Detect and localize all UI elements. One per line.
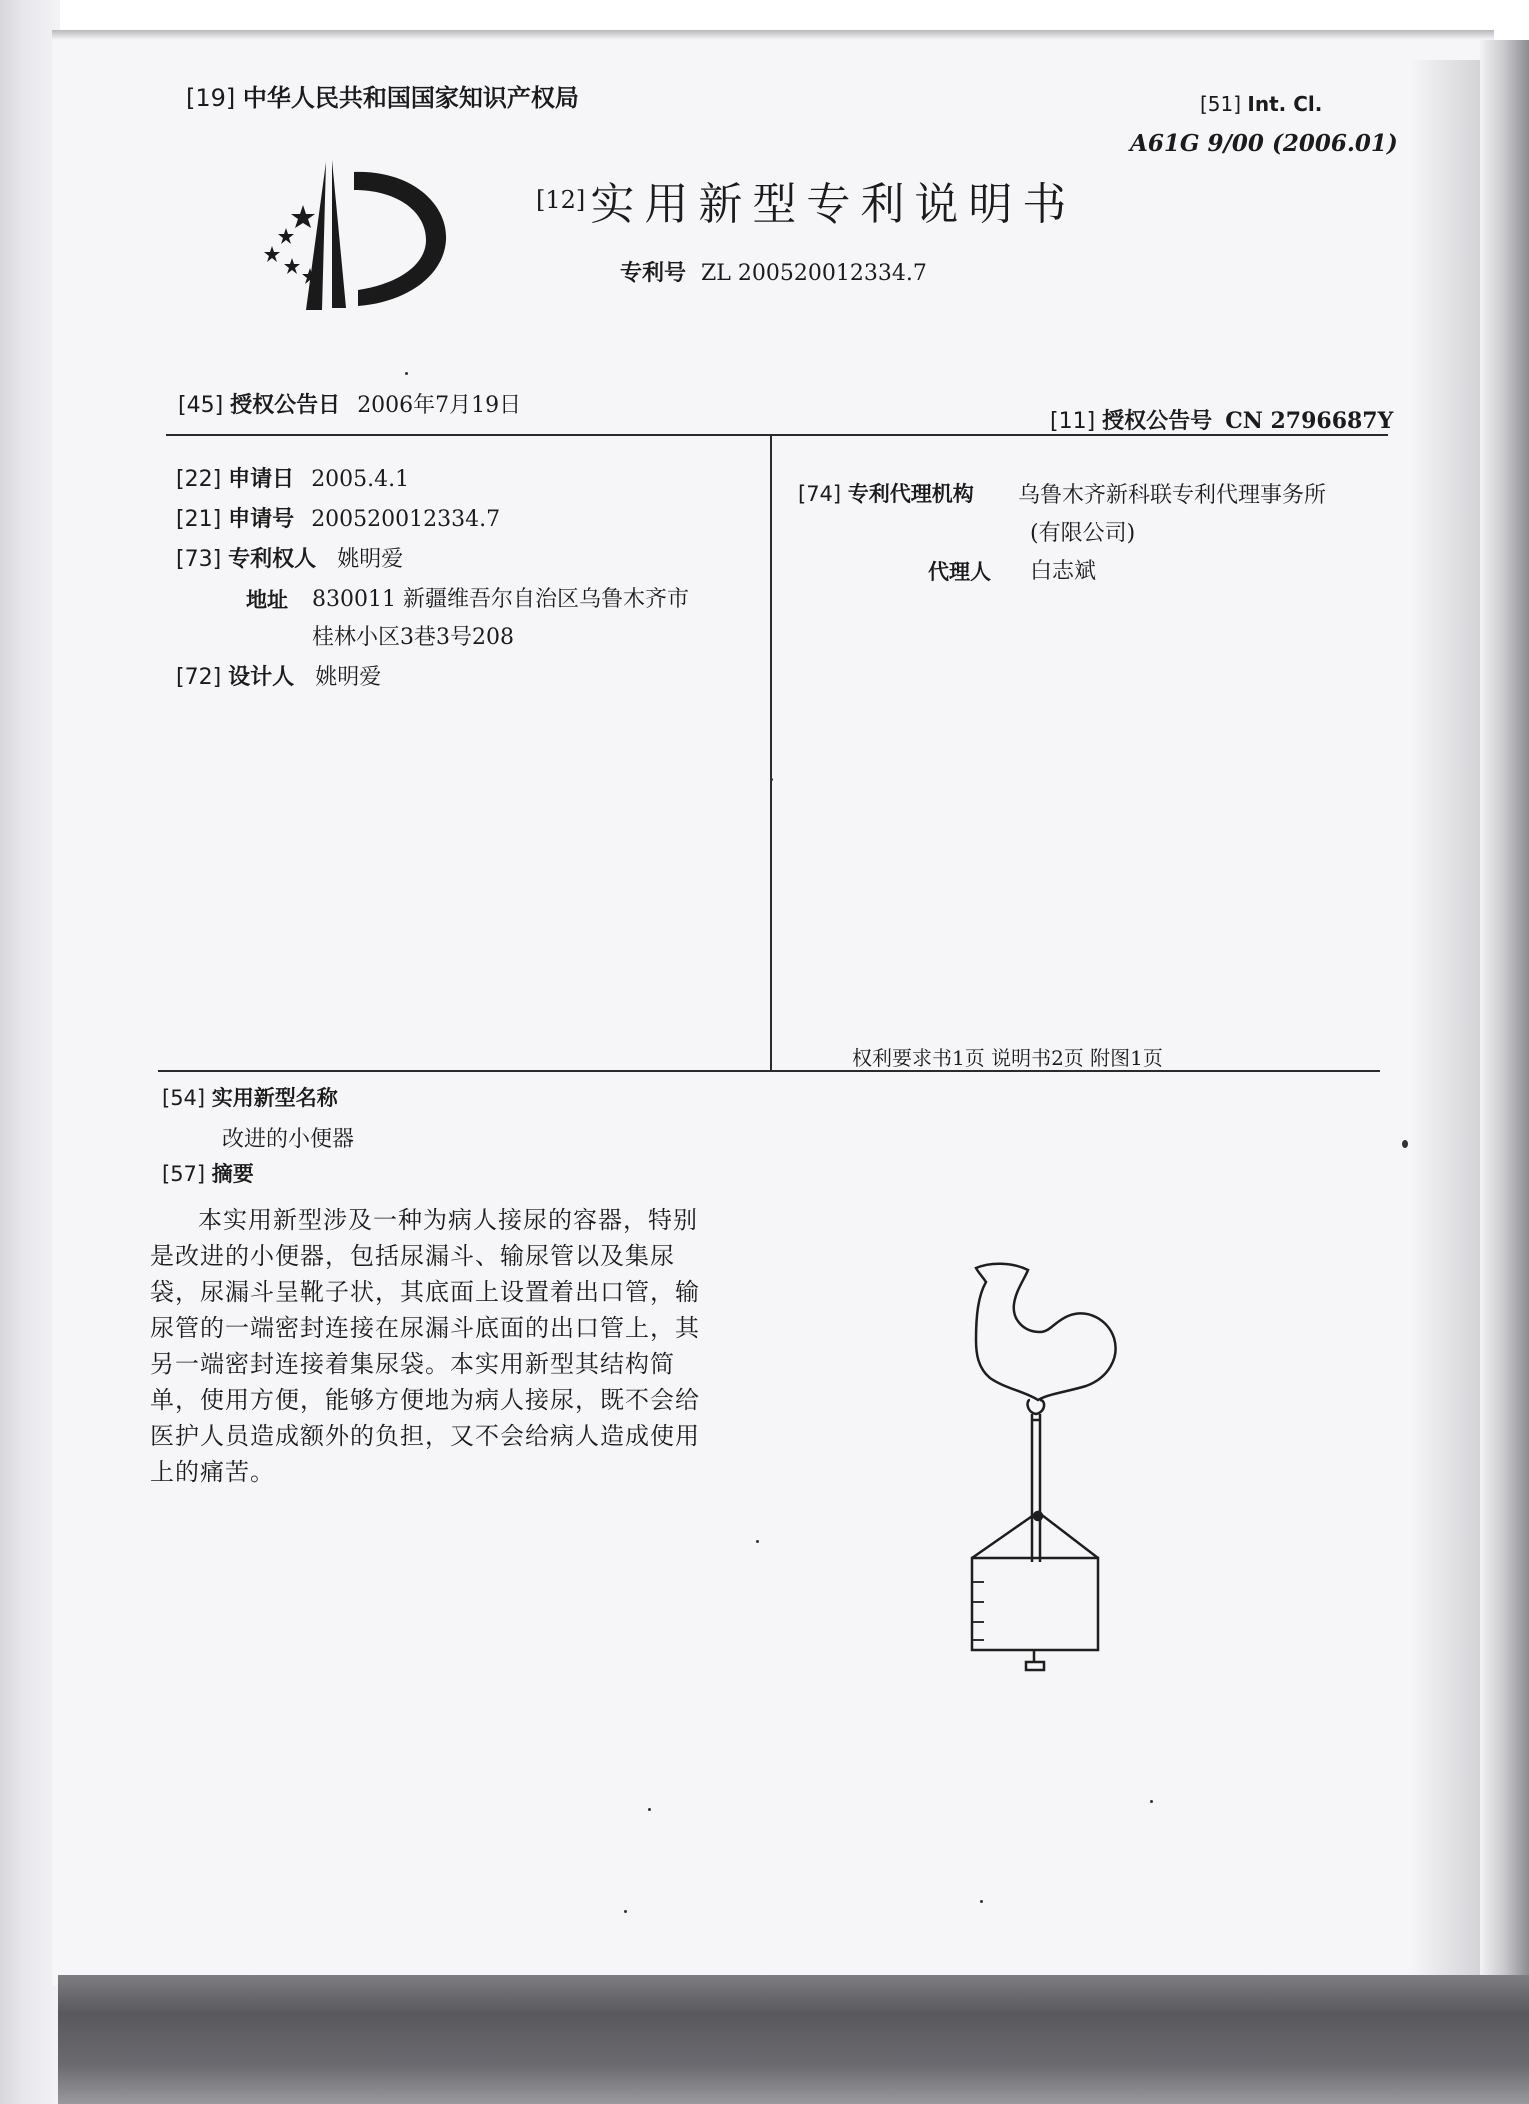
agency-name-suffix: (有限公司) (1030, 521, 1136, 546)
abstract-line-7: 医护人员造成额外的负担，又不会给病人造成使用 (150, 1422, 700, 1450)
int-cl-label: Int. Cl. (1247, 92, 1323, 116)
grant-number-line (1050, 404, 1393, 435)
patent-number-label: 专利号 (620, 261, 687, 286)
scan-top-edge (52, 30, 1494, 40)
scan-speck (648, 1808, 651, 1811)
grant-number-label: 授权公告号 (1102, 409, 1213, 434)
pages-info: 权利要求书1页 说明书2页 附图1页 (852, 1046, 1163, 1070)
scan-speck (405, 372, 408, 375)
abstract-line-6: 单，使用方便，能够方便地为病人接尿，既不会给 (150, 1386, 700, 1414)
application-number-label: 申请号 (228, 507, 295, 532)
scan-right-inner-shadow (1410, 60, 1480, 1980)
sipo-emblem-icon (248, 150, 468, 320)
urinal-drawing (950, 1250, 1150, 1690)
grant-number: CN 2796687Y (1225, 408, 1394, 434)
document-type-line (536, 168, 1076, 232)
application-number: 200520012334.7 (311, 507, 501, 532)
patentee-line (176, 542, 403, 573)
address-line-2: 桂林小区3巷3号208 (312, 625, 514, 650)
int-cl-classification (1130, 130, 1398, 157)
office-name: 中华人民共和国国家知识产权局 (242, 84, 579, 112)
abstract-line-2: 是改进的小便器，包括尿漏斗、输尿管以及集尿 (150, 1242, 675, 1270)
patent-number-line (620, 256, 927, 287)
int-cl-line (1200, 92, 1322, 116)
patent-page (52, 36, 1494, 1986)
grant-date-code: [45] (178, 393, 224, 418)
scan-speck (756, 1540, 759, 1543)
designer-code: [72] (176, 665, 222, 690)
application-number-code: [21] (176, 507, 222, 532)
column-divider (770, 434, 772, 1070)
abstract-line-3: 袋，尿漏斗呈靴子状，其底面上设置着出口管，输 (150, 1278, 700, 1306)
scan-right-edge (1480, 40, 1529, 2000)
abstract-heading (162, 1158, 254, 1188)
designer-label: 设计人 (228, 665, 295, 690)
agency-name: 乌鲁木齐新科联专利代理事务所 (1018, 483, 1327, 508)
abstract-line-4: 尿管的一端密封连接在尿漏斗底面的出口管上，其 (150, 1314, 700, 1342)
scan-left-edge (0, 0, 60, 2104)
address-label: 地址 (246, 588, 288, 612)
patentee-label: 专利权人 (228, 547, 317, 572)
agent-label: 代理人 (928, 560, 991, 584)
grant-number-code: [11] (1050, 409, 1096, 434)
abstract-line-1: 本实用新型涉及一种为病人接尿的容器，特别 (198, 1206, 698, 1234)
utility-title-heading (162, 1082, 338, 1112)
scan-speck (770, 778, 773, 781)
utility-model-title: 改进的小便器 (222, 1127, 355, 1152)
designer-name: 姚明爱 (315, 665, 382, 690)
agency-code: [74] (798, 482, 842, 506)
patentee-code: [73] (176, 547, 222, 572)
scan-speck (624, 1910, 627, 1913)
abstract-code: [57] (162, 1162, 206, 1186)
grant-date-label: 授权公告日 (230, 393, 341, 418)
filing-date-line (176, 462, 409, 493)
filing-date-label: 申请日 (228, 467, 295, 492)
int-cl-code: [51] (1200, 92, 1242, 116)
scan-speck (980, 1900, 983, 1903)
utility-title-code: [54] (162, 1086, 206, 1110)
designer-line (176, 660, 381, 691)
filing-date: 2005.4.1 (311, 467, 410, 492)
grant-date: 2006年7月19日 (357, 393, 522, 418)
patent-number: ZL 200520012334.7 (701, 261, 927, 286)
abstract-line-8: 上的痛苦。 (150, 1458, 275, 1486)
grant-date-line (178, 388, 521, 419)
scan-bottom-edge (58, 1975, 1529, 2104)
filing-date-code: [22] (176, 467, 222, 492)
agency-line (798, 478, 974, 508)
patentee-name: 姚明爱 (337, 547, 404, 572)
office-code: [19] (186, 84, 236, 112)
agent-name: 白志斌 (1030, 559, 1097, 584)
top-rule (166, 434, 1388, 436)
agency-label: 专利代理机构 (847, 482, 974, 506)
scan-speck (1402, 1140, 1408, 1148)
address-line-1: 830011 新疆维吾尔自治区乌鲁木齐市 (312, 587, 689, 612)
int-cl-date: (2006.01) (1271, 130, 1398, 157)
document-title: 实用新型专利说明书 (590, 179, 1077, 230)
int-cl-value: A61G 9/00 (1130, 130, 1264, 157)
doc-type-code: [12] (536, 186, 586, 214)
abstract-label: 摘要 (211, 1162, 254, 1186)
middle-rule (158, 1070, 1380, 1072)
utility-title-label: 实用新型名称 (211, 1086, 338, 1110)
office-line (186, 78, 579, 113)
application-number-line (176, 502, 500, 533)
scan-speck (1150, 1800, 1153, 1803)
abstract-line-5: 另一端密封连接着集尿袋。本实用新型其结构简 (150, 1350, 675, 1378)
